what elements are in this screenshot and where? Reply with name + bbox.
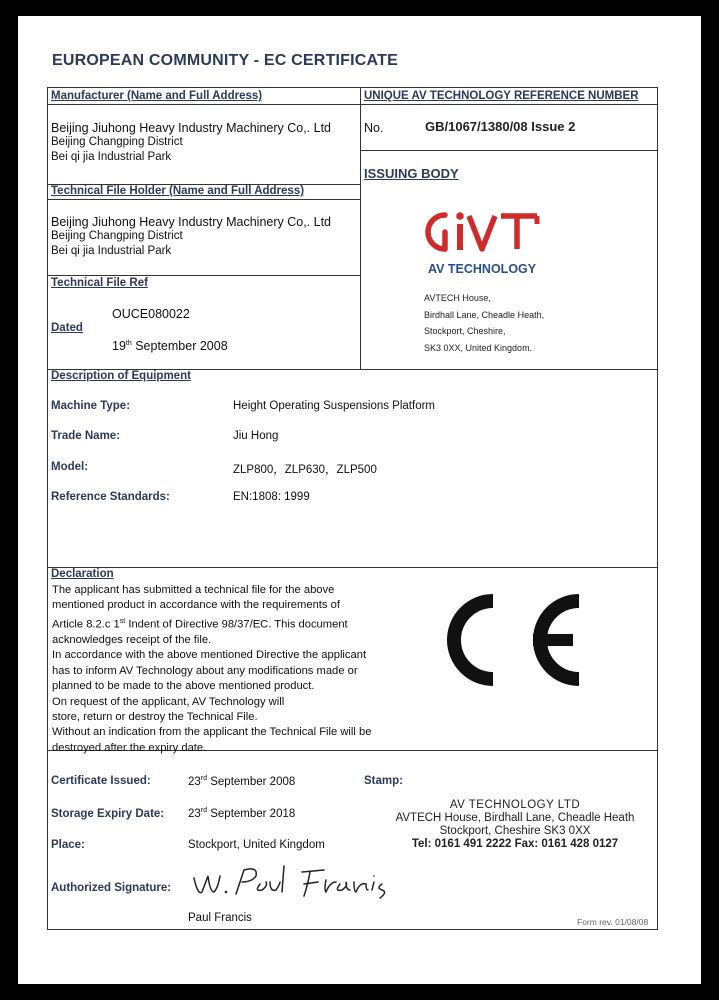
issuing-address-line: AVTECH House, xyxy=(424,293,491,303)
manufacturer-header: Manufacturer (Name and Full Address) xyxy=(51,90,263,102)
date-rest: September 2008 xyxy=(131,339,228,353)
avt-logo-mark-icon xyxy=(425,210,545,252)
declaration-line: mentioned product in accordance with the requirements of xyxy=(52,599,340,612)
expiry-day: 23 xyxy=(188,807,201,820)
date-day: 19 xyxy=(112,339,126,353)
stamp-line: AVTECH House, Birdhall Lane, Cheadle Heath xyxy=(395,812,635,824)
technical-file-date xyxy=(112,339,228,353)
declaration-line: In accordance with the above mentioned Directive the applicant xyxy=(52,649,367,662)
divider xyxy=(360,150,658,151)
declaration-line: acknowledges receipt of the file. xyxy=(52,633,212,646)
declaration-line: The applicant has submitted a technical file for the above xyxy=(52,584,335,596)
holder-name: Beijing Jiuhong Heavy Industry Machinery Co,. Ltd xyxy=(51,215,332,229)
divider xyxy=(47,567,658,568)
expiry-rest: September 2018 xyxy=(207,807,296,820)
storage-expiry-label: Storage Expiry Date: xyxy=(51,808,165,820)
technical-file-ref-header: Technical File Ref xyxy=(51,277,148,289)
holder-address-line: Beijing Changping District xyxy=(51,230,183,242)
divider xyxy=(47,199,360,200)
reference-no-label: No. xyxy=(364,121,384,135)
place-value: Stockport, United Kingdom xyxy=(188,839,325,851)
signer-name: Paul Francis xyxy=(188,912,252,924)
issuing-body-header: ISSUING BODY xyxy=(364,166,459,181)
manufacturer-address-line: Bei qi jia Industrial Park xyxy=(51,151,172,163)
logo-text: AV TECHNOLOGY xyxy=(428,262,537,276)
technical-file-holder-header: Technical File Holder (Name and Full Address) xyxy=(51,185,305,197)
reference-standards-label: Reference Standards: xyxy=(51,491,170,503)
signature-icon xyxy=(190,862,395,904)
machine-type-value: Height Operating Suspensions Platform xyxy=(233,400,435,412)
model-label: Model: xyxy=(51,461,89,473)
declaration-line: destroyed after the expiry date. xyxy=(52,741,207,754)
place-label: Place: xyxy=(51,839,85,851)
issuing-address-line: Birdhall Lane, Cheadle Heath, xyxy=(424,310,545,320)
trade-name-label: Trade Name: xyxy=(51,430,121,442)
reference-header: UNIQUE AV TECHNOLOGY REFERENCE NUMBER xyxy=(364,90,639,102)
reference-number: GB/1067/1380/08 Issue 2 xyxy=(425,119,576,134)
declaration-line: store, return or destroy the Technical File. xyxy=(52,710,258,723)
issued-day: 23 xyxy=(188,775,201,788)
declaration-line-rest: Indent of Directive 98/37/EC. This document xyxy=(125,618,348,631)
machine-type-label: Machine Type: xyxy=(51,400,131,412)
stamp-line: Tel: 0161 491 2222 Fax: 0161 428 0127 xyxy=(411,838,619,850)
expiry-suffix: rd xyxy=(200,807,208,814)
company-stamp xyxy=(370,799,660,851)
manufacturer-name: Beijing Jiuhong Heavy Industry Machinery Co,. Ltd xyxy=(51,121,332,135)
trade-name-value: Jiu Hong xyxy=(233,430,279,442)
reference-standards-value: EN:1808: 1999 xyxy=(233,491,310,503)
model-value: ZLP800，ZLP630，ZLP500 xyxy=(233,464,377,476)
stamp-line: AV TECHNOLOGY LTD xyxy=(449,799,581,811)
certificate-issued-value xyxy=(188,775,295,788)
date-suffix: th xyxy=(125,339,132,347)
issuing-address-line: Stockport, Cheshire, xyxy=(424,326,506,336)
holder-address-line: Bei qi jia Industrial Park xyxy=(51,245,172,257)
divider xyxy=(47,275,360,276)
indent-suffix: st xyxy=(119,617,126,625)
declaration-line: has to inform AV Technology about any modifications made or xyxy=(52,664,358,677)
dated-label: Dated xyxy=(51,322,83,334)
manufacturer-address-line: Beijing Changping District xyxy=(51,136,183,148)
divider xyxy=(360,87,361,369)
issuing-address-line: SK3 0XX, United Kingdom. xyxy=(424,343,533,353)
certificate-issued-label: Certificate Issued: xyxy=(51,775,151,787)
stamp-line: Stockport, Cheshire SK3 0XX xyxy=(439,825,591,837)
declaration-header: Declaration xyxy=(51,568,114,580)
declaration-line: On request of the applicant, AV Technology will xyxy=(52,695,285,708)
authorized-signature-label: Authorized Signature: xyxy=(51,882,172,894)
storage-expiry-value xyxy=(188,807,295,820)
technical-file-ref-value: OUCE080022 xyxy=(112,307,190,321)
declaration-text xyxy=(52,583,402,756)
declaration-line xyxy=(52,614,402,633)
equipment-header: Description of Equipment xyxy=(51,370,191,382)
declaration-line: planned to be made to the above mentioned product. xyxy=(52,680,315,693)
declaration-line: Without an indication from the applicant the Technical File will be xyxy=(52,726,372,739)
page-title: EUROPEAN COMMUNITY - EC CERTIFICATE xyxy=(52,52,398,69)
issued-suffix: rd xyxy=(200,775,208,782)
issued-rest: September 2008 xyxy=(207,775,296,788)
stamp-label: Stamp: xyxy=(364,775,403,787)
declaration-line-start: Article 8.2.c 1 xyxy=(52,618,120,631)
av-technology-logo xyxy=(425,210,545,257)
divider xyxy=(47,104,658,105)
ce-mark-icon xyxy=(421,594,583,686)
form-revision: Form rev. 01/08/08 xyxy=(577,917,649,927)
